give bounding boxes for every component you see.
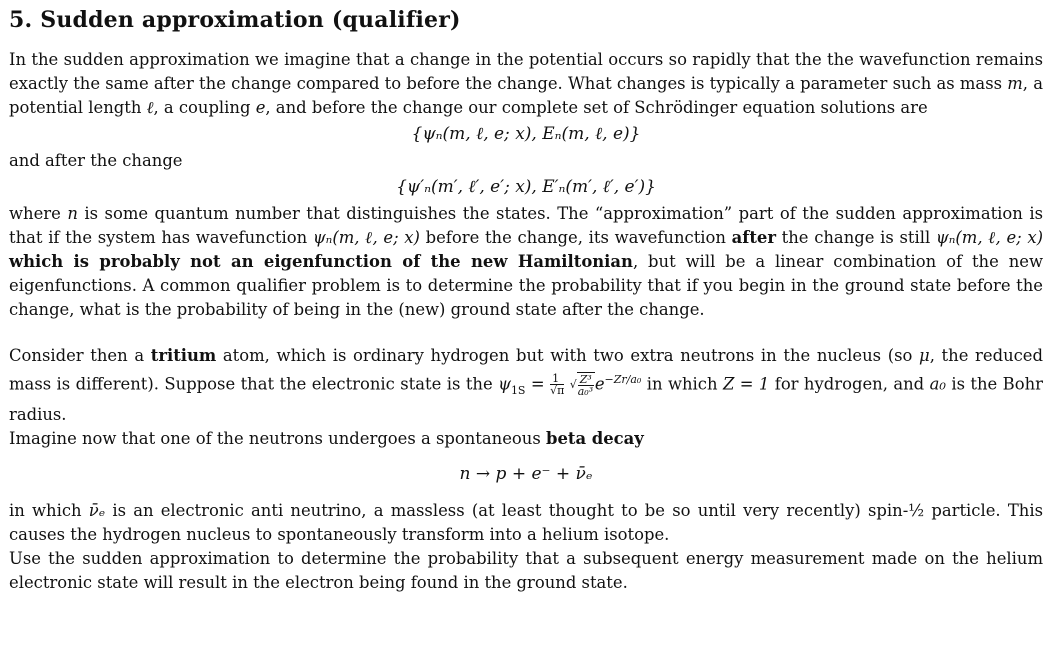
equation-before: {ψₙ(m, ℓ, e; x), Eₙ(m, ℓ, e)}: [411, 124, 641, 144]
math-half: ½: [908, 500, 925, 520]
paragraph-tritium: [9, 344, 1043, 427]
exponent: −Zr/a₀: [604, 373, 642, 386]
paragraph-beta-decay: [9, 427, 1043, 451]
text: is an electronic anti neutrino, a massless (at least thought to be so until very recently) spin-: [105, 500, 909, 520]
text: In the sudden approximation we imagine that a change in the potential occurs so rapidly that the the wavefunction remains exactly the same after the change compared to before the change. What changes is typically a parameter such as mass: [9, 50, 1043, 93]
equation-after: {ψ′ₙ(m′, ℓ′, e′; x), E′ₙ(m′, ℓ′, e′)}: [396, 177, 656, 197]
math-e: e: [255, 98, 266, 117]
text: the change is still: [775, 228, 936, 247]
paragraph-question: Use the sudden approximation to determine the probability that a subsequent energy measurement made on the helium electronic state will result in the electron being found in the ground state.: [9, 548, 1043, 592]
math-n: n: [67, 204, 78, 223]
text: for hydrogen, and: [769, 374, 930, 394]
text: is some quantum number that distinguishes the states. The “approximation” part of the sudden approximation is that if the system has wavefunction: [9, 204, 1043, 247]
fraction-numerator: Z³: [579, 372, 592, 386]
text: , and before the change our complete set of Schrödinger equation solutions are: [265, 98, 928, 117]
section-title: 5. Sudden approximation (qualifier): [9, 7, 461, 33]
math-m: m: [1007, 74, 1023, 93]
text: Imagine now that one of the neutrons undergoes a spontaneous: [9, 428, 546, 448]
math-z: Z = 1: [722, 374, 770, 394]
math-e: e: [594, 374, 605, 394]
text: Consider then a: [9, 346, 151, 365]
bold-after: after: [731, 228, 776, 247]
math-psi: ψ: [498, 374, 511, 394]
document-page: [9, 6, 1043, 595]
text: in which: [9, 500, 89, 520]
fraction-numerator: 1: [550, 373, 564, 385]
math-nu: ν̄ₑ: [88, 500, 106, 520]
text: , a potential length: [9, 74, 1043, 117]
bold-beta-decay: beta decay: [545, 428, 644, 448]
math-a0: a₀: [929, 374, 946, 394]
fraction-denominator: a₀³: [577, 384, 594, 398]
text: , the reduced mass is different). Suppose that the electronic state is the: [9, 346, 1044, 394]
paragraph-neutrino: [9, 499, 1043, 547]
subscript-1s: 1S: [510, 383, 526, 397]
sqrt-z-over-a0: √ $\frac{\text{Z³}}{\text{a₀³}}$: [569, 372, 594, 398]
bold-eigenfunction-note: which is probably not an eigenfunction of the new Hamiltonian: [9, 252, 633, 271]
text: before the change, its wavefunction: [419, 228, 732, 247]
paragraph-after-change: and after the change: [9, 151, 183, 170]
math-psi: ψₙ(m, ℓ, e; x): [935, 228, 1043, 247]
bold-tritium: tritium: [150, 346, 217, 365]
fraction-denominator: √π: [550, 384, 565, 398]
paragraph-intro: [9, 48, 1043, 120]
equation-beta-decay: n → p + e⁻ + ν̄ₑ: [459, 463, 593, 484]
text: , but will be a linear combination of the new eigenfunctions. A common qualifier problem is to determine the probability that if you begin in the ground state before the change, what is the probability of being in the (new) ground state after the change.: [9, 252, 1043, 319]
text: where: [9, 204, 68, 223]
text: particle. This causes the hydrogen nucleus to spontaneously transform into a helium isotope.: [9, 500, 1043, 544]
text: =: [525, 374, 551, 394]
text: in which: [641, 374, 723, 394]
math-ell: ℓ: [146, 98, 154, 117]
fraction-one-over-sqrt-pi: [550, 373, 564, 396]
paragraph-approximation: [9, 202, 1043, 322]
text: , a coupling: [153, 98, 256, 117]
math-psi: ψₙ(m, ℓ, e; x): [312, 228, 420, 247]
math-mu: μ: [919, 346, 930, 365]
text: atom, which is ordinary hydrogen but with two extra neutrons in the nucleus (so: [216, 346, 920, 365]
text: is the Bohr radius.: [9, 374, 1043, 424]
